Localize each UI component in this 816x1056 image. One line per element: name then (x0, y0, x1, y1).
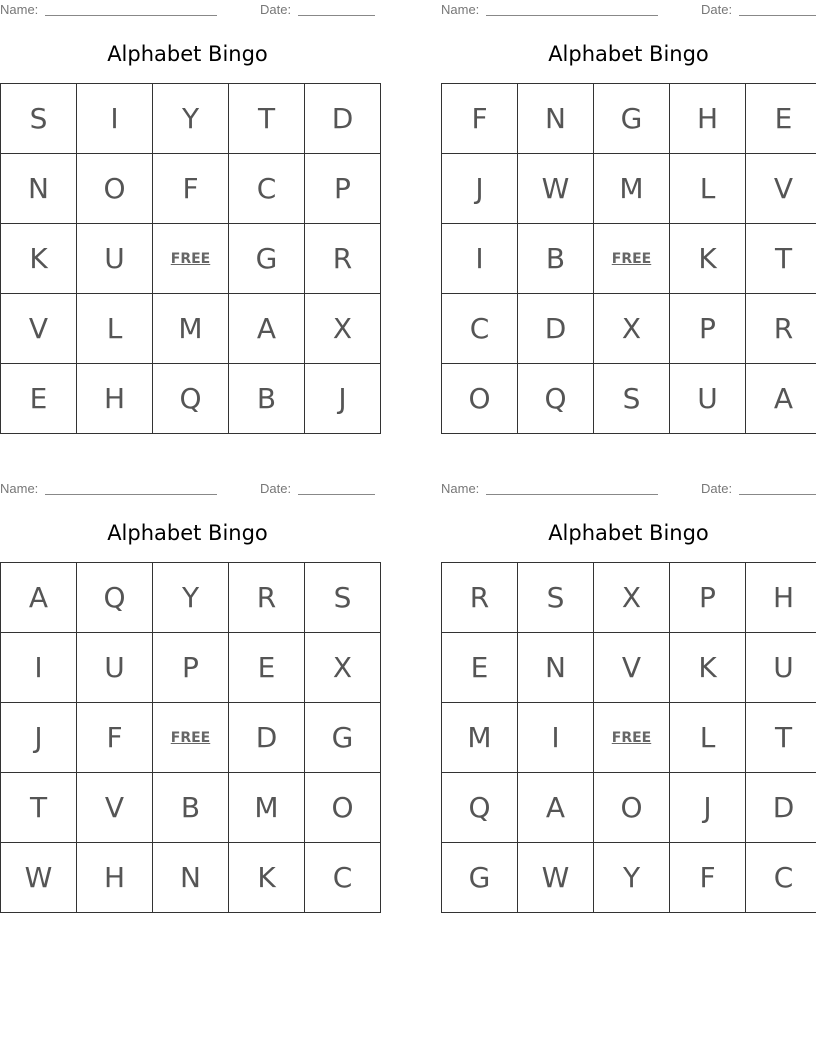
grid-cell: Q (518, 364, 594, 434)
name-field-line (45, 494, 217, 495)
grid-cell: W (518, 843, 594, 913)
grid-cell: J (442, 154, 518, 224)
grid-cell: S (518, 563, 594, 633)
grid-row (442, 843, 816, 913)
grid-cell: M (442, 703, 518, 773)
grid-cell: R (442, 563, 518, 633)
grid-cell: Q (153, 364, 229, 434)
grid-cell: V (77, 773, 153, 843)
bingo-grid (441, 562, 816, 913)
grid-cell: S (305, 563, 381, 633)
grid-cell: M (594, 154, 670, 224)
grid-cell: C (442, 294, 518, 364)
grid-cell: U (77, 633, 153, 703)
grid-cell: K (670, 633, 746, 703)
grid-cell: C (305, 843, 381, 913)
card-title: Alphabet Bingo (548, 521, 709, 545)
date-field-line (739, 494, 816, 495)
grid-cell: G (594, 84, 670, 154)
grid-cell: N (1, 154, 77, 224)
grid-row (442, 154, 816, 224)
grid-row (1, 703, 381, 773)
grid-cell: E (746, 84, 816, 154)
grid-row (442, 294, 816, 364)
grid-cell: F (77, 703, 153, 773)
grid-cell: X (305, 633, 381, 703)
date-field-line (739, 15, 816, 16)
grid-cell: G (229, 224, 305, 294)
grid-cell: W (518, 154, 594, 224)
grid-cell: O (305, 773, 381, 843)
grid-cell: H (670, 84, 746, 154)
grid-cell: N (518, 84, 594, 154)
grid-cell: I (442, 224, 518, 294)
grid-cell: V (594, 633, 670, 703)
grid-cell: X (594, 294, 670, 364)
grid-cell: A (518, 773, 594, 843)
bingo-card-2 (441, 0, 816, 436)
grid-cell: N (153, 843, 229, 913)
card-title: Alphabet Bingo (107, 42, 268, 66)
grid-cell: V (746, 154, 816, 224)
card-header-fields (441, 481, 816, 499)
grid-cell: G (442, 843, 518, 913)
grid-cell: K (670, 224, 746, 294)
grid-cell: T (1, 773, 77, 843)
grid-cell: I (77, 84, 153, 154)
grid-cell: Y (153, 563, 229, 633)
grid-cell: R (746, 294, 816, 364)
grid-row (1, 364, 381, 434)
free-space-cell: FREE (153, 703, 229, 773)
grid-row (1, 563, 381, 633)
grid-cell: E (1, 364, 77, 434)
grid-cell: H (77, 364, 153, 434)
grid-cell: T (746, 703, 816, 773)
grid-row (1, 843, 381, 913)
grid-cell: S (594, 364, 670, 434)
grid-row (1, 154, 381, 224)
grid-cell: N (518, 633, 594, 703)
name-label: Name: (0, 2, 39, 17)
card-header-fields (0, 481, 375, 499)
grid-cell: H (746, 563, 816, 633)
name-label: Name: (441, 481, 480, 496)
name-field-line (486, 494, 658, 495)
grid-cell: M (153, 294, 229, 364)
grid-row (1, 633, 381, 703)
grid-cell: Q (442, 773, 518, 843)
bingo-grid (0, 83, 381, 434)
grid-cell: T (229, 84, 305, 154)
grid-cell: M (229, 773, 305, 843)
bingo-card-1 (0, 0, 375, 436)
grid-row (1, 773, 381, 843)
date-label: Date: (260, 2, 292, 17)
grid-cell: V (1, 294, 77, 364)
grid-cell: X (594, 563, 670, 633)
date-label: Date: (260, 481, 292, 496)
grid-cell: U (670, 364, 746, 434)
grid-cell: D (518, 294, 594, 364)
card-header-fields (0, 2, 375, 20)
grid-cell: O (594, 773, 670, 843)
grid-cell: A (1, 563, 77, 633)
grid-row (442, 773, 816, 843)
grid-cell: Q (77, 563, 153, 633)
card-title: Alphabet Bingo (107, 521, 268, 545)
grid-cell: D (746, 773, 816, 843)
grid-cell: E (229, 633, 305, 703)
bingo-grid (441, 83, 816, 434)
grid-cell: K (1, 224, 77, 294)
grid-cell: R (305, 224, 381, 294)
grid-cell: C (229, 154, 305, 224)
grid-cell: J (1, 703, 77, 773)
grid-cell: K (229, 843, 305, 913)
name-field-line (486, 15, 658, 16)
grid-cell: B (229, 364, 305, 434)
date-label: Date: (701, 2, 733, 17)
grid-cell: P (153, 633, 229, 703)
grid-cell: L (670, 703, 746, 773)
grid-cell: A (746, 364, 816, 434)
date-field-line (298, 494, 375, 495)
grid-cell: O (442, 364, 518, 434)
bingo-card-3 (0, 479, 375, 915)
grid-cell: T (746, 224, 816, 294)
name-label: Name: (441, 2, 480, 17)
grid-cell: H (77, 843, 153, 913)
grid-cell: J (305, 364, 381, 434)
grid-row (442, 84, 816, 154)
grid-cell: G (305, 703, 381, 773)
grid-cell: L (670, 154, 746, 224)
grid-row (442, 224, 816, 294)
grid-cell: Y (594, 843, 670, 913)
card-title: Alphabet Bingo (548, 42, 709, 66)
grid-cell: F (153, 154, 229, 224)
grid-cell: Y (153, 84, 229, 154)
grid-cell: W (1, 843, 77, 913)
grid-cell: S (1, 84, 77, 154)
grid-cell: R (229, 563, 305, 633)
grid-cell: U (746, 633, 816, 703)
bingo-grid (0, 562, 381, 913)
grid-row (442, 563, 816, 633)
grid-cell: B (153, 773, 229, 843)
name-label: Name: (0, 481, 39, 496)
grid-cell: A (229, 294, 305, 364)
grid-cell: P (305, 154, 381, 224)
card-header-fields (441, 2, 816, 20)
date-label: Date: (701, 481, 733, 496)
bingo-card-4 (441, 479, 816, 915)
grid-cell: P (670, 294, 746, 364)
grid-cell: I (518, 703, 594, 773)
grid-row (1, 224, 381, 294)
grid-cell: F (670, 843, 746, 913)
grid-cell: D (305, 84, 381, 154)
grid-cell: I (1, 633, 77, 703)
free-space-cell: FREE (594, 703, 670, 773)
free-space-cell: FREE (594, 224, 670, 294)
grid-cell: J (670, 773, 746, 843)
grid-cell: L (77, 294, 153, 364)
free-space-cell: FREE (153, 224, 229, 294)
grid-cell: C (746, 843, 816, 913)
grid-cell: U (77, 224, 153, 294)
grid-cell: D (229, 703, 305, 773)
grid-cell: F (442, 84, 518, 154)
grid-cell: P (670, 563, 746, 633)
grid-cell: E (442, 633, 518, 703)
grid-row (442, 703, 816, 773)
date-field-line (298, 15, 375, 16)
grid-row (1, 84, 381, 154)
grid-row (442, 633, 816, 703)
name-field-line (45, 15, 217, 16)
grid-cell: X (305, 294, 381, 364)
grid-cell: B (518, 224, 594, 294)
grid-row (442, 364, 816, 434)
grid-cell: O (77, 154, 153, 224)
grid-row (1, 294, 381, 364)
